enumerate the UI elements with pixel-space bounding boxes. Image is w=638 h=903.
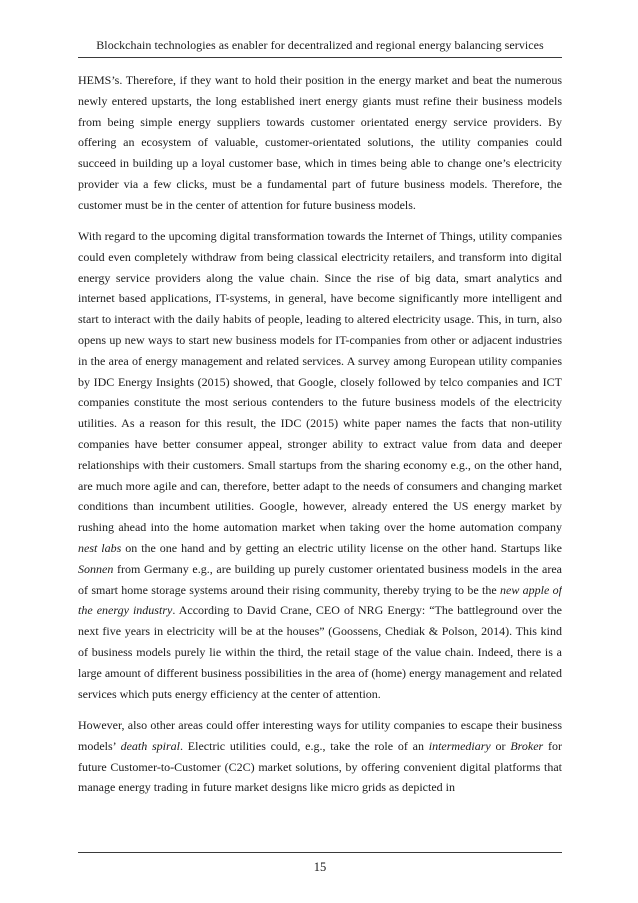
text-run: With regard to the upcoming digital transformation towards the Internet of Things, utility companies could even completely withdraw from being classical electricity retailers, and transform into digital energy service providers along the value chain. Since the rise of big data, smart analytics and internet based applications, IT-systems, in general, have become significantly more intelligent and start to interact with the daily habits of people, leading to altered electricity usage. This, in turn, also opens up new ways to start new business models for IT-companies from other or adjacent industries in the area of energy management and related services. A survey among European utility companies by IDC Energy Insights (2015) showed, that Google, closely followed by telco companies and ICT companies constitute the most serious contenders to the future business models of the electricity utilities. As a reason for this result, the IDC (2015) white paper names the facts that non-utility companies have better consumer appeal, stronger ability to extract value from data and deeper relationships with their customers. Small startups from the sharing economy e.g., on the other hand, are much more agile and can, therefore, better adapt to the needs of consumers and changing market conditions than incumbent utilities. Google, however, already entered the US energy market by rushing ahead into the home automation market when taking over the home automation company <box>78 229 562 535</box>
emphasized-text: new apple of the energy industry <box>78 582 562 618</box>
emphasized-text: Broker <box>510 738 544 753</box>
emphasized-text: nest labs <box>78 541 122 556</box>
text-run: . Electric utilities could, e.g., take the role of an <box>180 738 429 753</box>
text-run: HEMS’s. Therefore, if they want to hold their position in the energy market and beat the numerous newly entered upstarts, the long established inert energy giants must refine their business models from being simple energy suppliers towards customer orientated energy service providers. By offering an ecosystem of valuable, customer-orientated solutions, the utility companies could succeed in building up a loyal customer base, which in times being able to change one’s electricity provider via a few clicks, must be a fundamental part of future business models. Therefore, the customer must be in the center of attention for future business models. <box>78 73 562 212</box>
paragraph <box>78 70 562 216</box>
body-text <box>78 70 562 844</box>
emphasized-text: Sonnen <box>78 561 114 576</box>
text-run: from Germany e.g., are building up purely customer orientated business models in the area of smart home storage systems around their rising community, thereby trying to be the <box>78 561 562 597</box>
text-run: on the one hand and by getting an electric utility license on the other hand. Startups like <box>121 541 562 556</box>
emphasized-text: death spiral <box>120 738 181 753</box>
text-run: for future Customer-to-Customer (C2C) market solutions, by offering convenient digital platforms that manage energy trading in future market designs like micro grids as depicted in <box>78 738 562 795</box>
text-run: . According to David Crane, CEO of NRG Energy: “The battleground over the next five years in electricity will be at the houses” (Goossens, Chediak & Polson, 2014). This kind of business models purely lie within the third, the retail stage of the value chain. Indeed, there is a large amount of different business possibilities in the area of (home) energy management and related services which puts energy efficiency at the center of attention. <box>78 603 562 701</box>
text-run: or <box>490 738 511 753</box>
text-run: However, also other areas could offer interesting ways for utility companies to escape their business models’ <box>78 717 562 753</box>
paragraph <box>78 715 562 798</box>
footer-rule <box>78 852 562 853</box>
header-rule <box>78 57 562 58</box>
page-number: 15 <box>313 860 327 874</box>
running-header-title: Blockchain technologies as enabler for decentralized and regional energy balancing services <box>96 38 544 52</box>
paragraph <box>78 226 562 704</box>
emphasized-text: intermediary <box>428 738 491 753</box>
